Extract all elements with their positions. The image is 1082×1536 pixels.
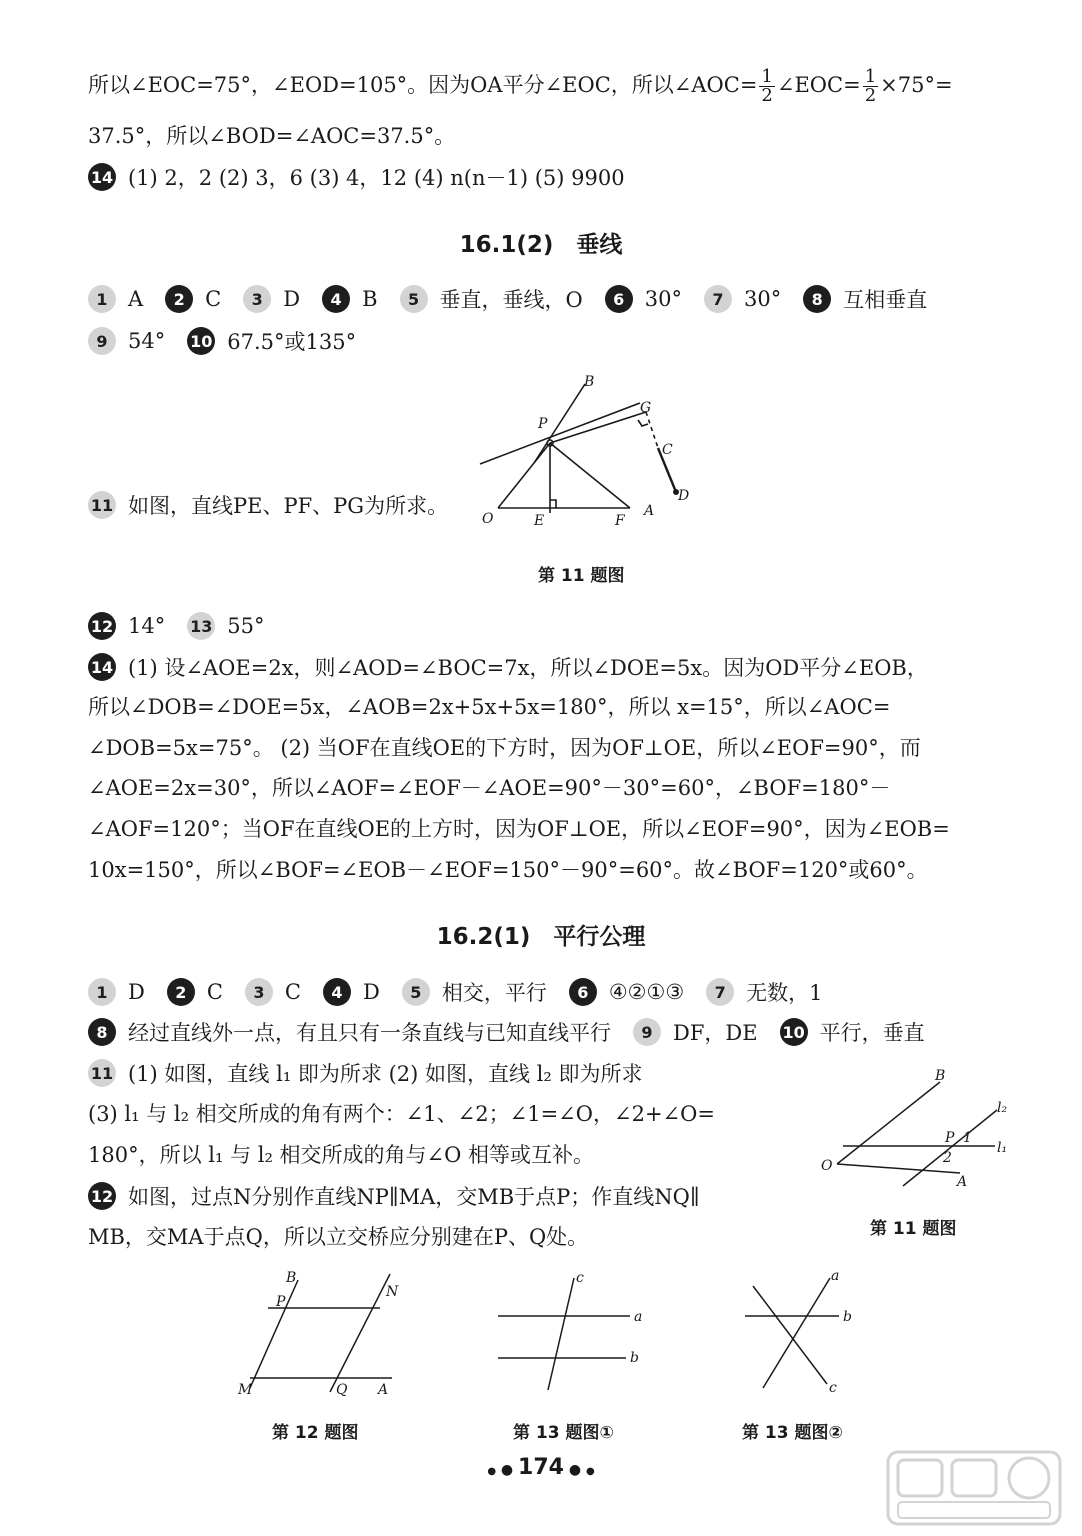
q12-line: MB，交MA于点Q，所以立交桥应分别建在P、Q处。 — [88, 1225, 589, 1249]
question-badge: 7 — [706, 978, 734, 1006]
question-badge: 3 — [245, 978, 273, 1006]
answer-item — [187, 326, 356, 356]
answer-text: C — [205, 287, 222, 311]
label-B: B — [286, 1270, 297, 1286]
question-badge: 8 — [88, 1018, 116, 1046]
answer-item — [633, 1017, 758, 1047]
answer-item — [780, 1017, 925, 1047]
answer-item — [402, 977, 547, 1007]
q14-line: 所以∠DOB=∠DOE=5x，∠AOB=2x+5x+5x=180°，所以 x=15°，所以∠AOC= — [88, 695, 891, 719]
answer-text: D — [363, 980, 380, 1004]
answer-text: 30° — [743, 287, 782, 311]
figure-caption: 第 13 题图① — [513, 1423, 614, 1443]
answer-item — [88, 1017, 611, 1047]
label-E: E — [534, 513, 545, 529]
label-angle1: 1 — [963, 1130, 972, 1146]
label-P: P — [276, 1294, 286, 1310]
question-badge: 6 — [605, 285, 633, 313]
answer-row — [88, 326, 378, 356]
answer-text: ④②①③ — [608, 980, 685, 1004]
q14-line: 10x=150°，所以∠BOF=∠EOB－∠EOF=150°－90°=60°。故∠BOF=120°或60°。 — [88, 858, 928, 882]
answer-item — [323, 978, 380, 1006]
label-O: O — [821, 1158, 833, 1174]
section-title: 16.1(2) 垂线 — [459, 232, 623, 258]
question-badge: 8 — [803, 285, 831, 313]
question-badge: 14 — [88, 653, 116, 681]
question-badge: 1 — [88, 978, 116, 1006]
question-badge: 9 — [88, 327, 116, 355]
label-B: B — [584, 374, 595, 390]
question-badge: 3 — [243, 285, 271, 313]
q11-row: 11 如图，直线PE、PF、PG为所求。 — [88, 490, 448, 520]
q11-row: 11 (1) 如图，直线 l₁ 即为所求 (2) 如图，直线 l₂ 即为所求 — [88, 1058, 643, 1088]
figure-caption: 第 11 题图 — [538, 566, 625, 586]
answer-item — [400, 284, 583, 314]
label-O: O — [482, 511, 494, 527]
answer-item — [803, 284, 927, 314]
question-badge: 9 — [633, 1018, 661, 1046]
question-badge: 1 — [88, 285, 116, 313]
q12-row: 12 如图，过点N分别作直线NP∥MA，交MB于点P；作直线NQ∥ — [88, 1181, 700, 1211]
question-badge: 10 — [780, 1018, 808, 1046]
answer-row — [88, 612, 286, 640]
label-M: M — [238, 1382, 253, 1398]
label-F: F — [615, 513, 625, 529]
label-Q: Q — [336, 1382, 348, 1398]
question-badge: 5 — [400, 285, 428, 313]
label-a: a — [831, 1268, 840, 1284]
label-l1: l₁ — [997, 1140, 1008, 1156]
question-badge: 10 — [187, 327, 215, 355]
question-badge: 5 — [402, 978, 430, 1006]
answer-item — [165, 285, 221, 313]
answer-text: DF，DE — [673, 1021, 758, 1045]
question-badge: 4 — [323, 978, 351, 1006]
question-badge: 4 — [322, 285, 350, 313]
figure-caption: 第 13 题图② — [742, 1423, 843, 1443]
figure-11-perpendicular — [470, 368, 710, 538]
question-badge: 14 — [88, 163, 116, 191]
answer-text: 54° — [128, 329, 166, 353]
q14-top-row: 14 (1) 2，2 (2) 3，6 (3) 4，12 (4) n(n－1) (5) 9900 — [88, 162, 625, 192]
answer-text: 相交，平行 — [441, 981, 547, 1005]
answer-text: 无数，1 — [746, 981, 823, 1005]
figure-11-parallel — [815, 1066, 1015, 1196]
answer-text: 30° — [644, 287, 682, 311]
answer-text: 经过直线外一点，有且只有一条直线与已知直线平行 — [128, 1021, 611, 1045]
label-B: B — [935, 1068, 946, 1084]
label-A: A — [644, 503, 655, 519]
answer-item — [88, 285, 143, 313]
answer-item — [704, 285, 781, 313]
question-badge: 6 — [569, 978, 597, 1006]
figure-12 — [230, 1266, 410, 1406]
question-badge: 12 — [88, 1182, 116, 1210]
answer-item — [88, 327, 165, 355]
label-C: C — [662, 442, 673, 458]
answer-item — [706, 977, 822, 1007]
answer-item — [245, 978, 301, 1006]
answer-text: B — [362, 287, 378, 311]
page-number: ● ● 174 ● ● — [487, 1455, 595, 1480]
label-c: c — [576, 1270, 584, 1286]
label-l2: l₂ — [997, 1100, 1008, 1116]
label-b: b — [843, 1309, 852, 1325]
label-A: A — [957, 1174, 968, 1190]
label-P: P — [538, 416, 548, 432]
answer-text: C — [206, 980, 223, 1004]
question-badge: 11 — [88, 1059, 116, 1087]
answer-text: 14° — [128, 614, 166, 638]
label-angle2: 2 — [943, 1150, 952, 1166]
answer-text: 67.5°或135° — [227, 330, 357, 354]
answer-row — [88, 1017, 947, 1047]
answer-item — [88, 978, 145, 1006]
answer-text: D — [283, 287, 301, 311]
q11-line: (3) l₁ 与 l₂ 相交所成的角有两个：∠1、∠2；∠1=∠O，∠2+∠O= — [88, 1102, 715, 1126]
label-b: b — [630, 1350, 639, 1366]
answer-text: C — [284, 980, 301, 1004]
figure-caption: 第 12 题图 — [272, 1423, 359, 1443]
answer-line-1: 所以∠EOC=75°，∠EOD=105°。因为OA平分∠EOC，所以∠AOC= $\frac{1}{2}$ ∠EOC= $\frac{1}{2}$ ×75°= — [88, 66, 953, 106]
figure-13-a — [490, 1266, 660, 1406]
question-badge: 7 — [704, 285, 732, 313]
q14-row: 14 (1) 设∠AOE=2x，则∠AOD=∠BOC=7x，所以∠DOE=5x。因为OD平分∠EOB， — [88, 652, 928, 682]
answer-text: D — [128, 980, 145, 1004]
section-title: 16.2(1) 平行公理 — [436, 924, 646, 950]
answer-item — [243, 285, 300, 313]
label-D: D — [678, 488, 690, 504]
q14-line: ∠AOE=2x=30°，所以∠AOF=∠EOF－∠AOE=90°－30°=60°，∠BOF=180°－ — [88, 776, 891, 800]
answer-text: 平行，垂直 — [819, 1021, 925, 1045]
answer-row — [88, 977, 845, 1007]
answer-text: 55° — [227, 614, 265, 638]
fraction-half: $\frac{1}{2}$ — [761, 66, 773, 106]
q14-line: ∠AOF=120°；当OF在直线OE的上方时，因为OF⊥OE，所以∠EOF=90°，因为∠EOB= — [88, 817, 950, 841]
question-badge: 13 — [187, 612, 215, 640]
watermark-logo — [884, 1448, 1064, 1528]
label-N: N — [386, 1284, 399, 1300]
fraction-half-2: $\frac{1}{2}$ — [864, 66, 877, 106]
label-c: c — [829, 1380, 837, 1396]
question-badge: 11 — [88, 491, 116, 519]
q14-line: ∠DOB=5x=75°。 (2) 当OF在直线OE的下方时，因为OF⊥OE，所以∠EOF=90°，而 — [88, 736, 921, 760]
answer-item — [88, 612, 165, 640]
label-a: a — [634, 1309, 643, 1325]
question-badge: 2 — [167, 978, 195, 1006]
answer-item — [605, 285, 682, 313]
question-badge: 2 — [165, 285, 193, 313]
answer-item — [187, 612, 264, 640]
figure-caption: 第 11 题图 — [870, 1219, 957, 1239]
label-A: A — [378, 1382, 389, 1398]
answer-text: 垂直，垂线，O — [439, 288, 583, 312]
q11-line: 180°，所以 l₁ 与 l₂ 相交所成的角与∠O 相等或互补。 — [88, 1143, 595, 1167]
label-G: G — [640, 400, 652, 416]
answer-item — [569, 978, 684, 1006]
label-P: P — [945, 1130, 955, 1146]
answer-item — [322, 285, 377, 313]
answer-row — [88, 284, 949, 314]
answer-item — [167, 978, 223, 1006]
figure-13-b — [735, 1266, 885, 1406]
answer-text: A — [128, 287, 144, 311]
question-badge: 12 — [88, 612, 116, 640]
answer-text: 互相垂直 — [843, 288, 928, 312]
answer-line-2: 37.5°，所以∠BOD=∠AOC=37.5°。 — [88, 124, 456, 148]
